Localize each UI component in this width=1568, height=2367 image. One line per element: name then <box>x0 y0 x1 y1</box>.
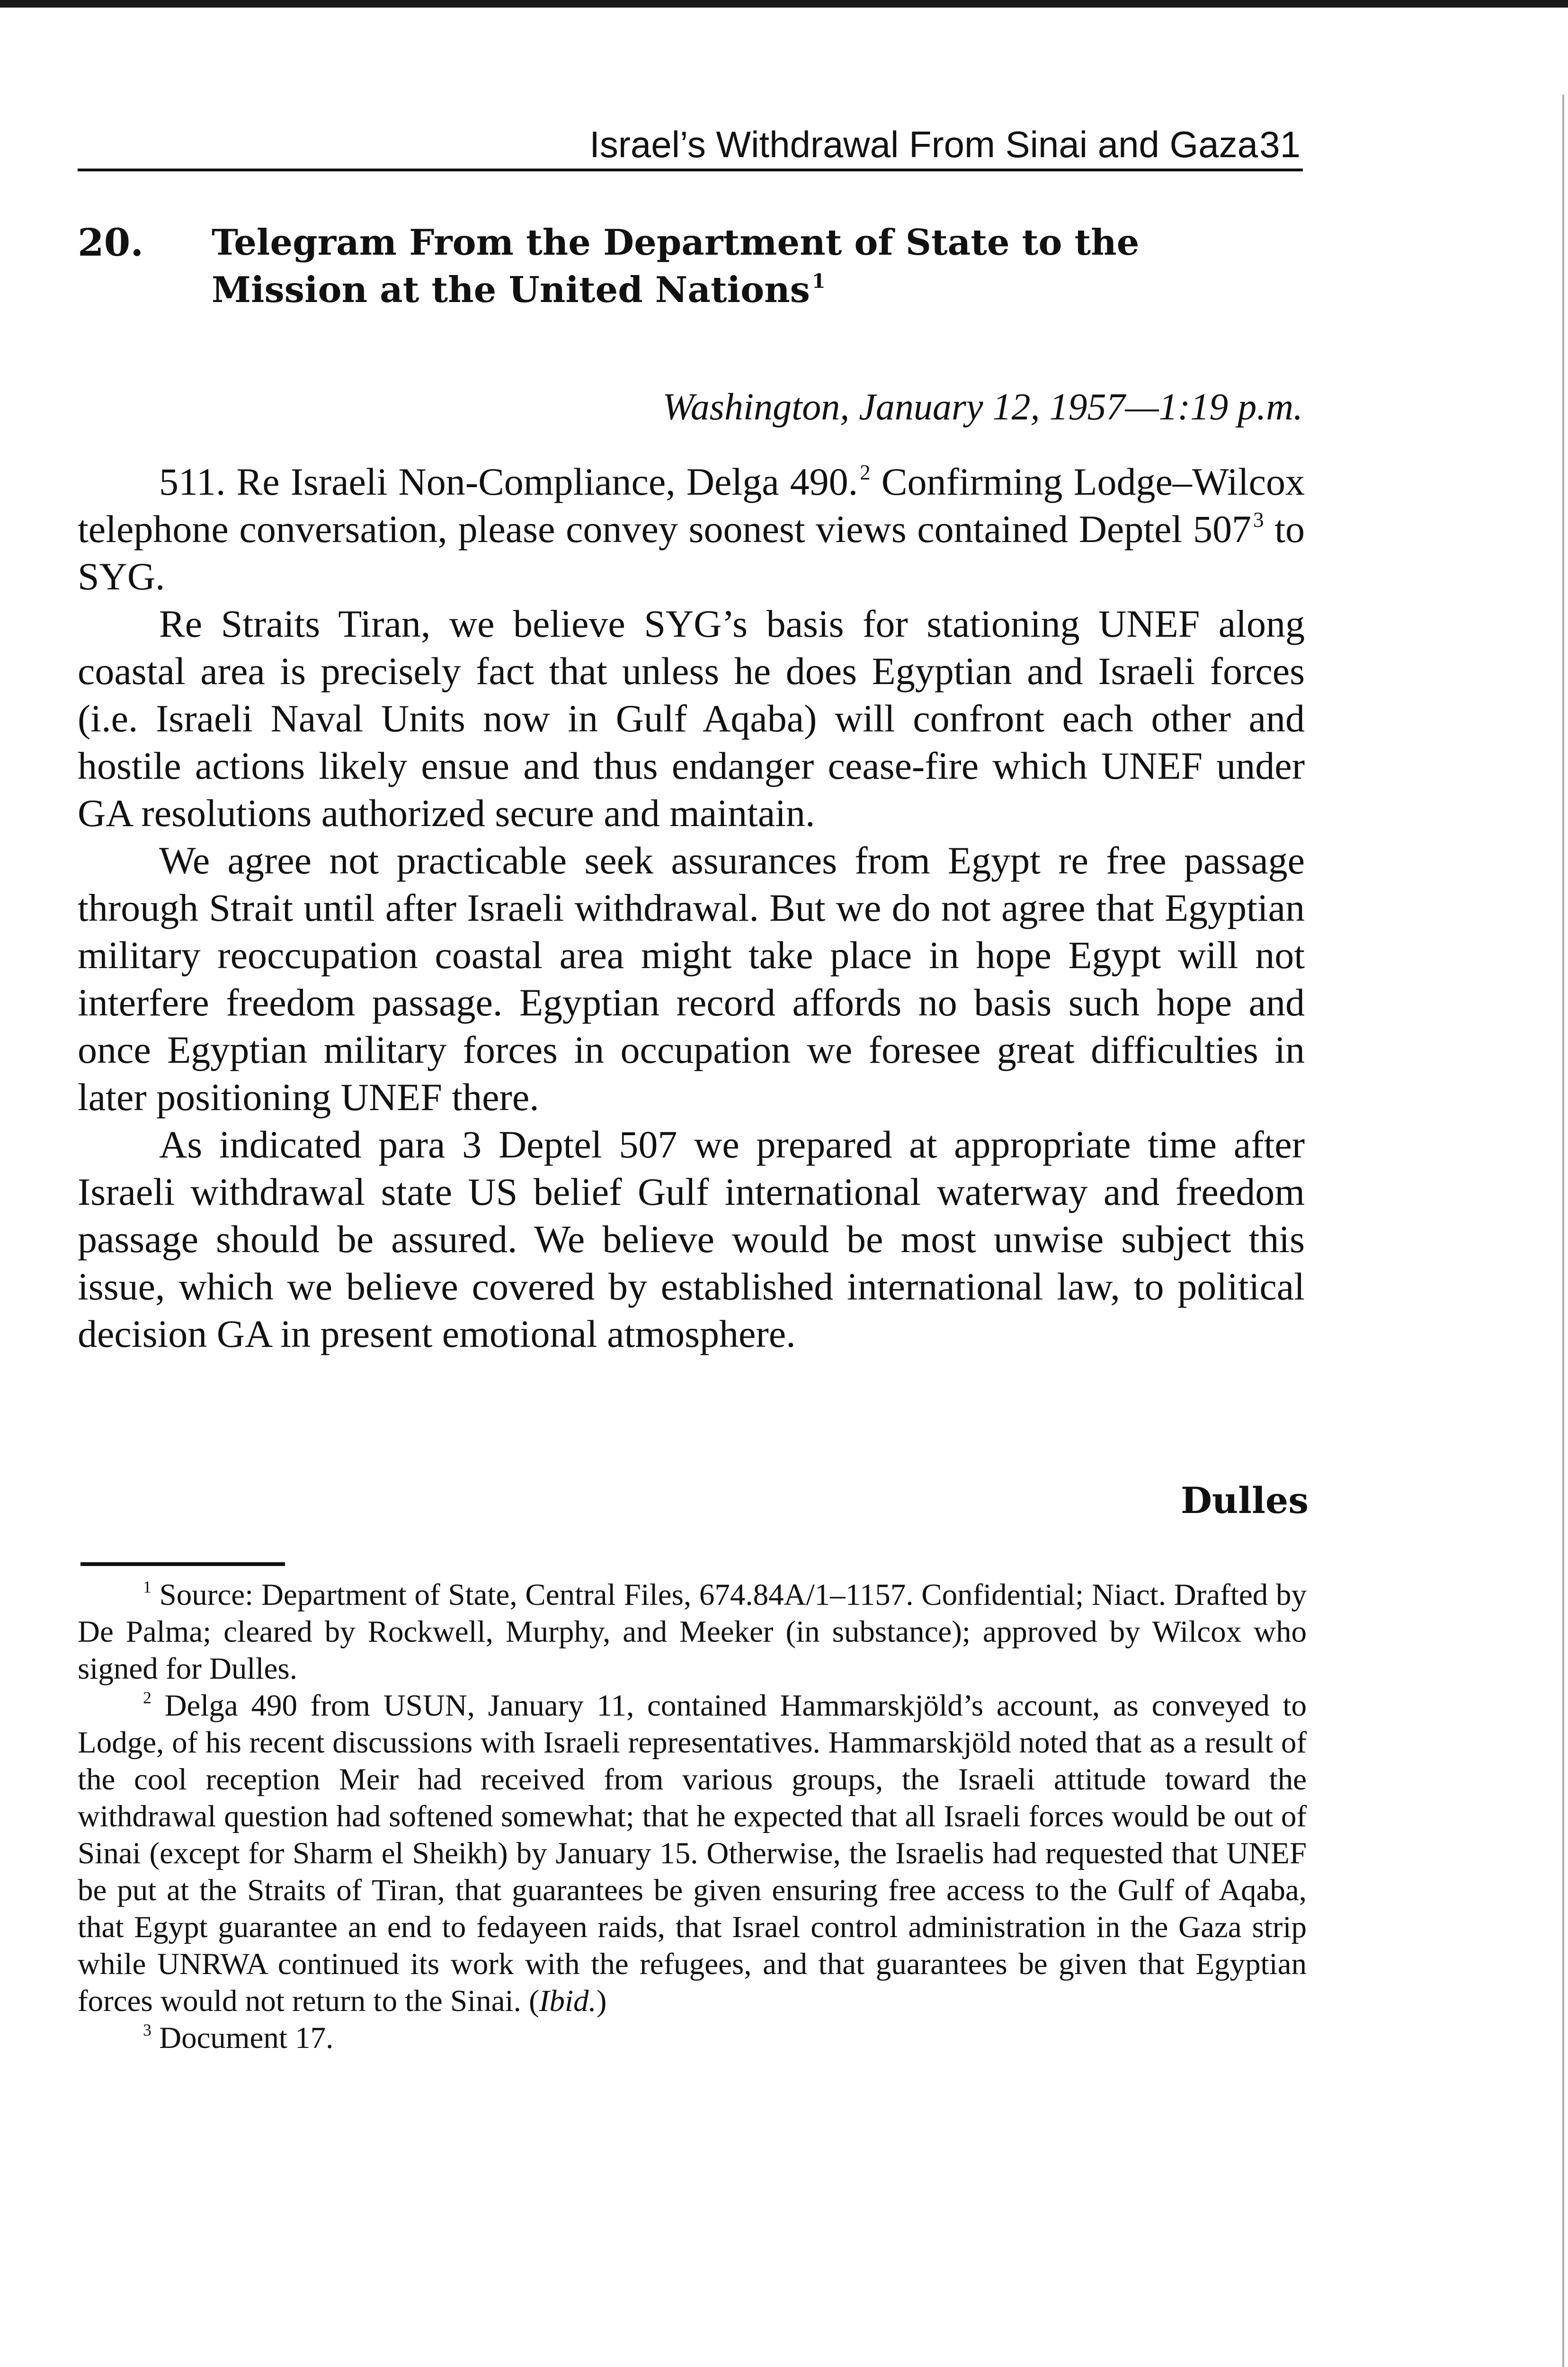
footnote-3 <box>78 2020 1307 2056</box>
telegram-body <box>78 458 1305 1358</box>
footnote-ref-1: 1 <box>811 269 826 293</box>
running-title: Israel’s Withdrawal From Sinai and Gaza <box>589 124 1258 165</box>
paragraph-3: We agree not practicable seek assurances from Egypt re free passage through Strait until after Israeli withdrawal. But we do not agree that Egyptian military reoccupation coastal area might take place in hope Egypt will not interfere freedom passage. Egyptian record affords no basis such hope and once Egyptian military forces in occupation we foresee great difficulties in later positioning UNEF there. <box>78 839 1305 1119</box>
paragraph-1-text-a: 511. Re Israeli Non-Compliance, Delga 490. <box>159 460 858 503</box>
paragraph-4: As indicated para 3 Deptel 507 we prepared at appropriate time after Israeli withdrawal state US belief Gulf international waterway and freedom passage should be assured. We believe would be most unwise subject this issue, which we believe covered by established international law, to political decision GA in present emotional atmosphere. <box>78 1123 1305 1355</box>
footnote-marker: 3 <box>143 2020 151 2040</box>
footnotes <box>78 1576 1307 2056</box>
paragraph-2: Re Straits Tiran, we believe SYG’s basis for stationing UNEF along coastal area is precisely fact that unless he does Egyptian and Israeli forces (i.e. Israeli Naval Units now in Gulf Aqaba) will confront each other and hostile actions likely ensue and thus endanger cease-fire which UNEF under GA resolutions authorized secure and maintain. <box>78 602 1305 835</box>
footnote-marker: 2 <box>143 1688 151 1708</box>
footnote-text: Source: Department of State, Central Files, 674.84A/1–1157. Confidential; Niact. Drafted by De Palma; cleared by Rockwell, Murphy, and Meeker (in substance); approved by Wilcox who signed for Dulles. <box>78 1578 1307 1686</box>
footnote-rule <box>80 1562 285 1566</box>
paragraph-1-text-c: to SYG. <box>78 507 1305 598</box>
paragraph-1-text-b: Confirming Lodge–Wilcox telephone conversation, please convey soonest views contained Deptel 507 <box>78 460 1305 551</box>
footnote-ref-2: 2 <box>860 460 871 484</box>
page-number: 31 <box>1259 124 1301 165</box>
scan-top-edge <box>0 0 1568 8</box>
footnote-text: Delga 490 from USUN, January 11, contained Hammarskjöld’s account, as conveyed to Lodge, of his recent discussions with Israeli representatives. Hammarskjöld noted that as a result of the cool reception Meir had received from various groups, the Israeli attitude toward the withdrawal question had softened somewhat; that he expected that all Israeli forces would be out of Sinai (except for Sharm el Sheikh) by January 15. Otherwise, the Israelis had requested that UNEF be put at the Straits of Tiran, that guarantees be given ensuring free access to the Gulf of Aqaba, that Egypt guarantee an end to fedayeen raids, that Israel control administration in the Gaza strip while UNRWA continued its work with the refugees, and that guarantees be given that Egyptian forces would not return to the Sinai. ( <box>78 1689 1307 2018</box>
document-title-text: Telegram From the Department of State to the Mission at the United Nations <box>212 222 1140 311</box>
footnote-text-end: ) <box>596 1984 607 2018</box>
footnote-2 <box>78 1687 1307 2020</box>
running-header <box>78 120 1303 171</box>
document-title <box>212 219 1301 313</box>
signature: Dulles <box>1180 1479 1309 1522</box>
scan-right-edge <box>1562 95 1564 2367</box>
ibid-citation: Ibid. <box>539 1984 597 2018</box>
footnote-ref-3: 3 <box>1253 507 1264 532</box>
footnote-1 <box>78 1576 1307 1687</box>
document-number: 20. <box>78 220 144 265</box>
dateline: Washington, January 12, 1957—1:19 p.m. <box>662 386 1303 428</box>
paragraph-1 <box>78 458 1305 600</box>
footnote-marker: 1 <box>143 1577 151 1597</box>
footnote-text: Document 17. <box>151 2021 334 2055</box>
